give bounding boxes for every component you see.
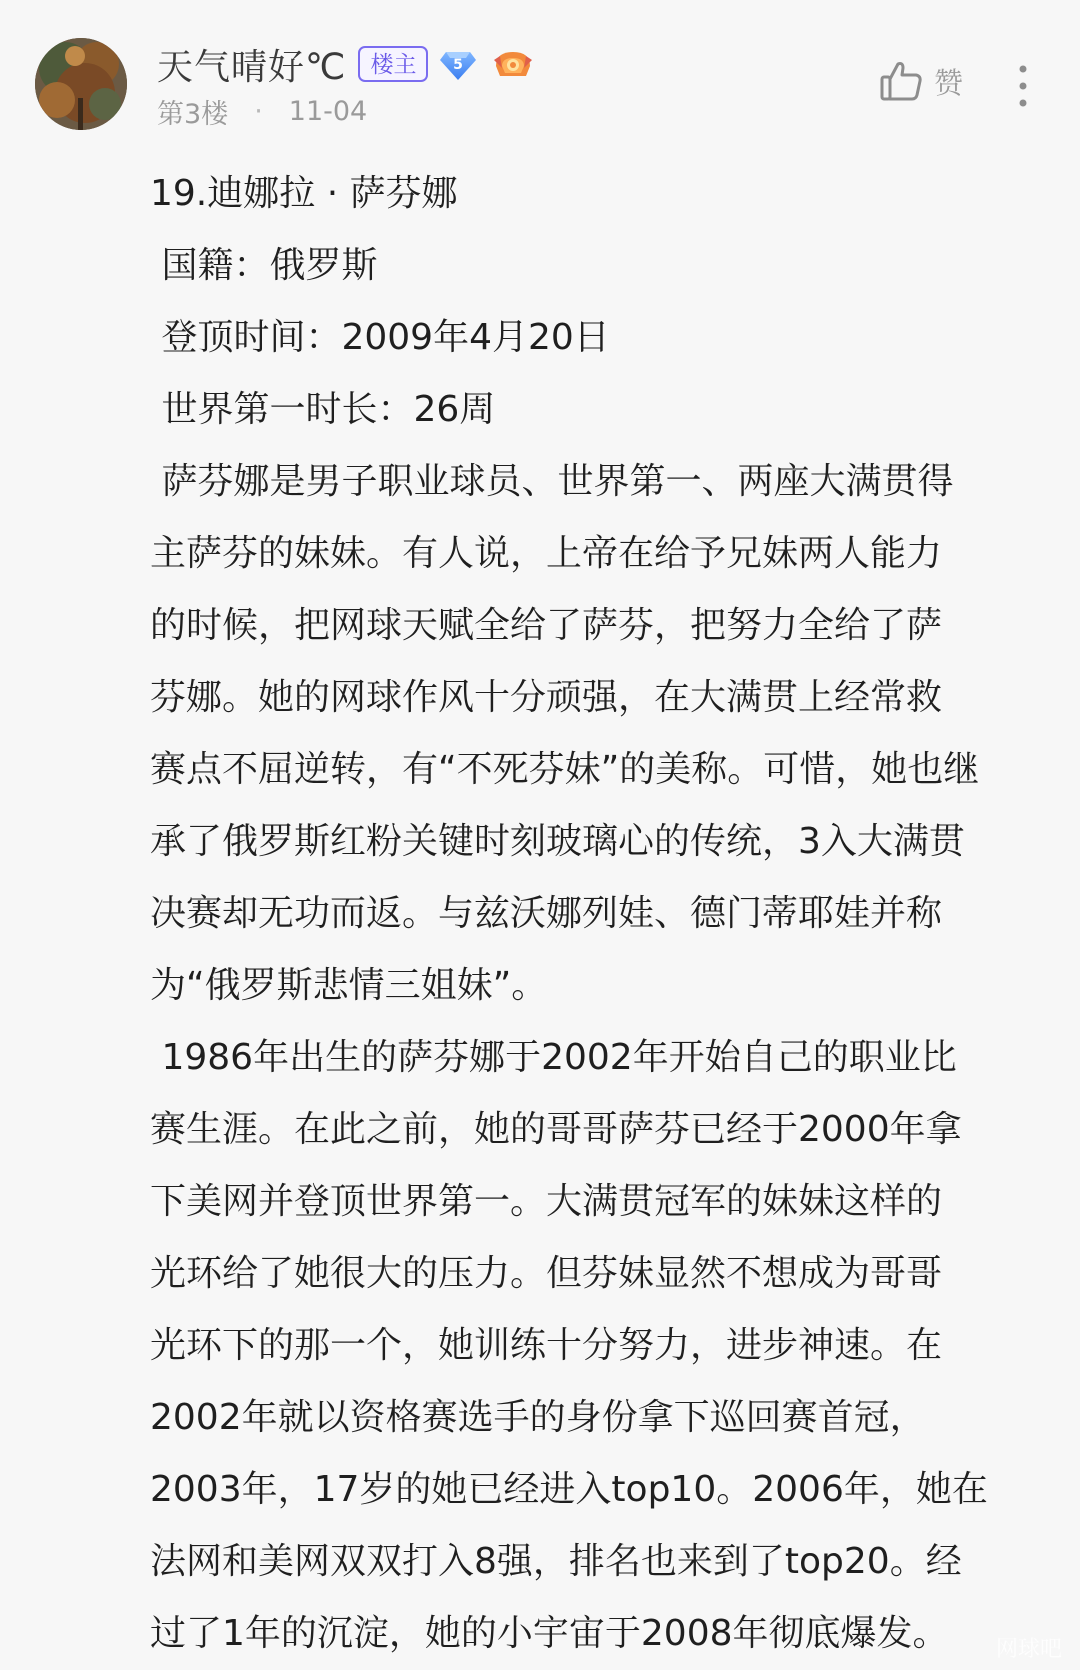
content-line: 赛生涯。在此之前，她的哥哥萨芬已经于2000年拿 xyxy=(150,1109,962,1150)
content-line: 芬娜。她的网球作风十分顽强，在大满贯上经常救 xyxy=(150,677,943,718)
content-line: 赛点不屈逆转，有“不死芬妹”的美称。可惜，她也继 xyxy=(150,749,980,790)
content-line: 决赛却无功而返。与兹沃娜列娃、德门蒂耶娃并称 xyxy=(150,893,943,934)
user-avatar[interactable] xyxy=(35,38,127,130)
more-options-icon[interactable] xyxy=(1010,62,1036,112)
content-line: 1986年出生的萨芬娜于2002年开始自己的职业比 xyxy=(150,1037,957,1078)
post-content xyxy=(150,158,1040,1670)
post-meta xyxy=(157,92,367,131)
content-line: 萨芬娜是男子职业球员、世界第一、两座大满贯得 xyxy=(150,461,954,502)
content-line: 的时候，把网球天赋全给了萨芬，把努力全给了萨 xyxy=(150,605,943,646)
content-line: 为“俄罗斯悲情三姐妹”。 xyxy=(150,965,548,1006)
medal-icon xyxy=(492,46,534,82)
like-button[interactable] xyxy=(878,58,963,104)
content-line: 过了1年的沉淀，她的小宇宙于2008年彻底爆发。 xyxy=(150,1613,949,1654)
watermark: 网球吧 xyxy=(995,1637,1062,1662)
post-date: 11-04 xyxy=(288,96,368,127)
username[interactable]: 天气晴好℃ xyxy=(157,46,347,88)
content-line: 光环下的那一个，她训练十分努力，进步神速。在 xyxy=(150,1325,943,1366)
content-line: 2003年，17岁的她已经进入top10。2006年，她在 xyxy=(150,1469,988,1510)
content-line: 登顶时间：2009年4月20日 xyxy=(150,317,610,358)
content-line: 2002年就以资格赛选手的身份拿下巡回赛首冠， xyxy=(150,1397,926,1438)
like-label: 赞 xyxy=(934,65,964,100)
content-line: 下美网并登顶世界第一。大满贯冠军的妹妹这样的 xyxy=(150,1181,943,1222)
content-line: 国籍：俄罗斯 xyxy=(150,245,378,286)
floor-label: 第3楼 xyxy=(157,99,229,130)
op-badge: 楼主 xyxy=(358,46,428,82)
post-header xyxy=(0,0,1080,150)
thumbs-up-icon xyxy=(878,58,924,104)
content-line: 承了俄罗斯红粉关键时刻玻璃心的传统，3入大满贯 xyxy=(150,821,965,862)
level-number: 5 xyxy=(453,57,464,73)
content-line: 光环给了她很大的压力。但芬妹显然不想成为哥哥 xyxy=(150,1253,943,1294)
content-line: 法网和美网双双打入8强，排名也来到了top20。经 xyxy=(150,1541,962,1582)
content-line: 主萨芬的妹妹。有人说，上帝在给予兄妹两人能力 xyxy=(150,533,943,574)
content-line: 19.迪娜拉 · 萨芬娜 xyxy=(150,173,458,214)
meta-separator: · xyxy=(254,96,263,127)
level-diamond-icon xyxy=(438,44,478,84)
content-line: 世界第一时长：26周 xyxy=(150,389,496,430)
user-name-row xyxy=(157,40,534,88)
